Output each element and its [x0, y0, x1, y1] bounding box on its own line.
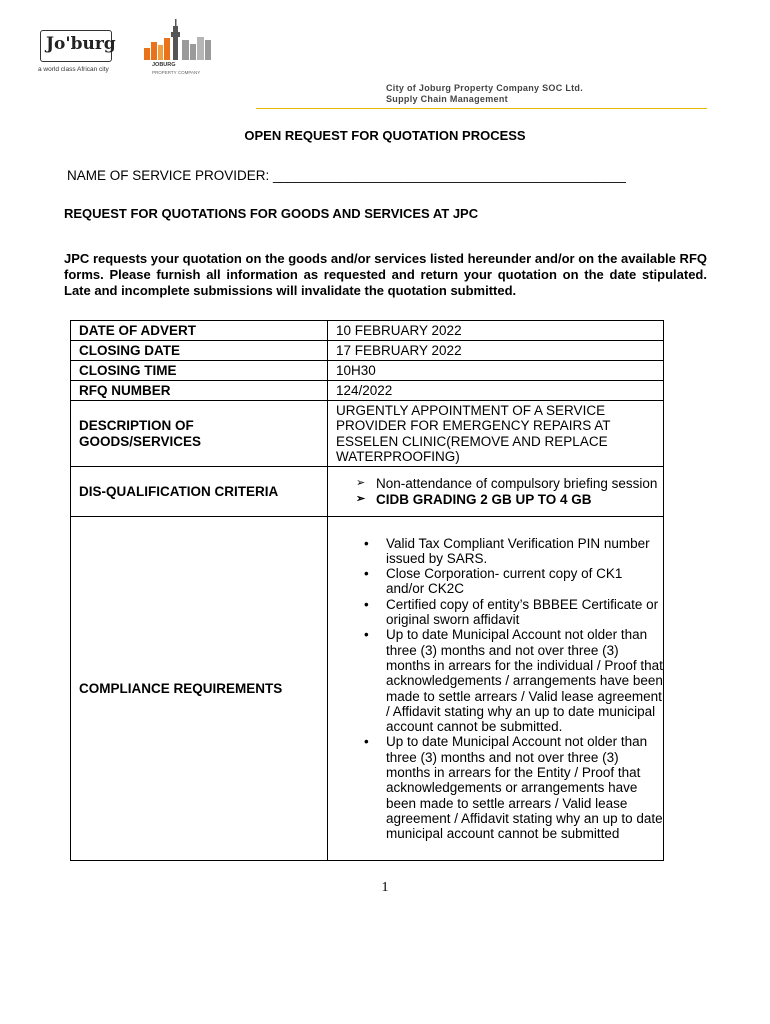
arrow-bullet-icon: ➢ [356, 477, 366, 490]
disqualification-list [328, 476, 663, 507]
jpc-name: JOBURG [152, 62, 176, 68]
bullet-icon: • [364, 734, 369, 750]
rfq-number-value: 124/2022 [328, 381, 664, 401]
bullet-icon: • [364, 535, 369, 551]
jpc-skyline-icon [140, 18, 220, 62]
page-title: OPEN REQUEST FOR QUOTATION PROCESS [244, 128, 526, 143]
table-row [71, 381, 664, 401]
jpc-logo [140, 18, 220, 78]
table-row [71, 361, 664, 381]
list-item: • Up to date Municipal Account not older than three (3) months and not over three (3) months in arrears for the Entity / Proof that acknowledgements or arrangements have been made to settle arrears / Valid lease agreement / Affidavit stating why an up to date municipal account cannot be submitted [364, 734, 663, 842]
table-row [71, 401, 664, 467]
joburg-logo [38, 28, 118, 76]
list-item: ➢ Non-attendance of compulsory briefing session [356, 476, 658, 492]
date-of-advert-value: 10 FEBRUARY 2022 [328, 321, 664, 341]
description-value: URGENTLY APPOINTMENT OF A SERVICE PROVIDER FOR EMERGENCY REPAIRS AT ESSELEN CLINIC(REMOVE AND REPLACE WATERPROOFING) [328, 401, 664, 467]
compliance-value [328, 517, 664, 861]
date-of-advert-label: DATE OF ADVERT [71, 321, 328, 341]
list-item: ➢ CIDB GRADING 2 GB UP TO 4 GB [356, 491, 592, 507]
compliance-list [328, 536, 663, 842]
intro-paragraph: JPC requests your quotation on the goods and/or services listed hereunder and/or on the available RFQ forms. Please furnish all information as requested and return your quotation on the date stipulated. Late and incomplete submissions will invalidate the quotation submitted. [64, 251, 707, 298]
compliance-label: COMPLIANCE REQUIREMENTS [71, 517, 328, 861]
jpc-subname: PROPERTY COMPANY [152, 70, 201, 75]
department-name: Supply Chain Management [386, 94, 508, 104]
joburg-tagline: a world class African city [38, 66, 109, 73]
table-row [71, 321, 664, 341]
company-name: City of Joburg Property Company SOC Ltd. [386, 83, 584, 93]
table-row [71, 341, 664, 361]
closing-date-value: 17 FEBRUARY 2022 [328, 341, 664, 361]
bullet-icon: • [364, 566, 369, 582]
list-item: • Valid Tax Compliant Verification PIN number issued by SARS. [364, 535, 650, 566]
rfq-details-table [70, 320, 664, 861]
closing-time-value: 10H30 [328, 361, 664, 381]
arrow-bullet-icon: ➢ [356, 492, 366, 505]
closing-time-label: CLOSING TIME [71, 361, 328, 381]
table-row [71, 517, 664, 861]
bullet-icon: • [364, 627, 369, 643]
joburg-logo-text: Jo'burg [46, 34, 116, 54]
company-header [386, 83, 583, 105]
table-row [71, 467, 664, 517]
closing-date-label: CLOSING DATE [71, 341, 328, 361]
description-label [71, 401, 328, 467]
description-label-line2: GOODS/SERVICES [79, 433, 202, 449]
description-label-line1: DESCRIPTION OF [79, 418, 194, 434]
list-item: • Certified copy of entity’s BBBEE Certificate or original sworn affidavit [364, 596, 659, 628]
list-item: • Up to date Municipal Account not older than three (3) months and not over three (3) months in arrears for the individual / Proof that acknowledgements / arrangements have been made to settle arrears / Valid lease agreement / Affidavit stating why an up to date municipal account cannot be submitted. [364, 627, 663, 735]
header-divider [256, 108, 707, 109]
page-number: 1 [381, 880, 389, 895]
list-item: • Close Corporation- current copy of CK1 and/or CK2C [364, 566, 623, 597]
disqualification-value [328, 467, 664, 517]
service-provider-field: NAME OF SERVICE PROVIDER: _______________________________________________ [67, 168, 626, 183]
bullet-icon: • [364, 596, 369, 612]
rfq-heading: REQUEST FOR QUOTATIONS FOR GOODS AND SERVICES AT JPC [64, 206, 479, 221]
rfq-number-label: RFQ NUMBER [71, 381, 328, 401]
disqualification-label: DIS-QUALIFICATION CRITERIA [71, 467, 328, 517]
